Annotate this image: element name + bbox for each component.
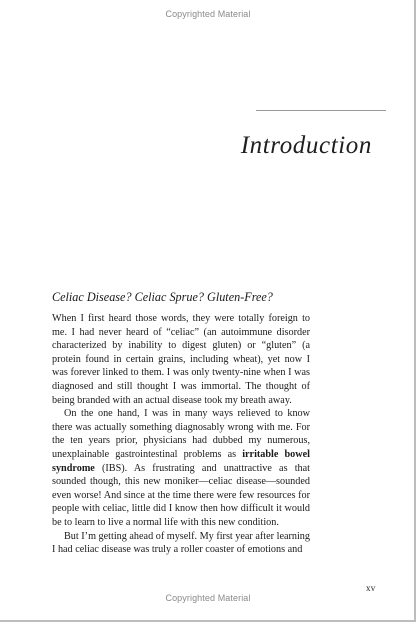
chapter-title: Introduction	[240, 132, 372, 159]
paragraph-2-text-before: On the one hand, I was in many ways relieved to know there was actually something diagnosably wrong with me. For the ten years prior, physicians had dubbed my numerous, unexplainable gastrointestinal problems as	[52, 408, 310, 460]
paragraph-2-bold-term: irritable bowel syndrome	[52, 448, 310, 474]
section-heading: Celiac Disease? Celiac Sprue? Gluten-Free?	[52, 290, 273, 304]
chapter-rule	[256, 110, 386, 111]
paragraph-2	[52, 407, 310, 529]
copyright-watermark-bottom: Copyrighted Material	[165, 593, 251, 603]
page-number: xv	[366, 583, 376, 593]
paragraph-1: When I first heard those words, they were totally foreign to me. I had never heard of “celiac” (an autoimmune disorder characterized by inability to digest gluten) or “gluten” (a protein found in certain grains, including wheat), yet now I was forever linked to them. I was only twenty-nine when I was diagnosed and still thought I was immortal. The thought of being branded with an actual disease took my breath away.	[52, 313, 310, 406]
paragraph-2-text-after: (IBS). As frustrating and unattractive as that sounded though, this new moniker—celiac disease—sounded even worse! And since at the time there were few resources for people with celiac, little did I know then how difficult it would be to learn to live a normal life with this new condition.	[52, 462, 310, 528]
copyright-watermark-top: Copyrighted Material	[165, 9, 251, 19]
paragraph-3: But I’m getting ahead of myself. My first year after learning I had celiac disease was truly a roller coaster of emotions and	[52, 530, 310, 556]
body-text	[52, 312, 310, 557]
